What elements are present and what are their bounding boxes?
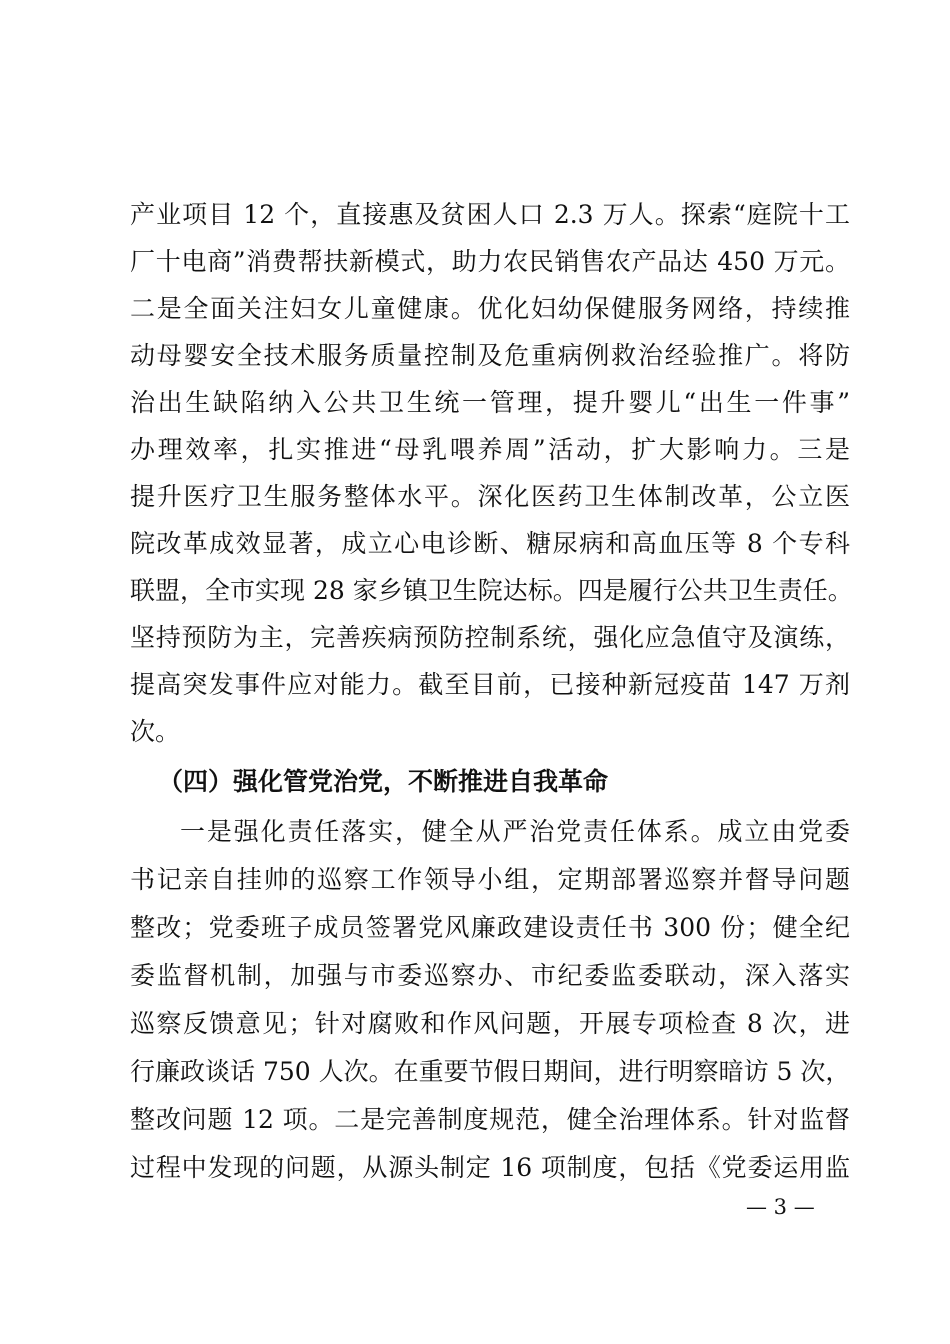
body-text-line: 书记亲自挂帅的巡察工作领导小组，定期部署巡察并督导问题: [130, 865, 850, 894]
body-text-line: 整改；党委班子成员签署党风廉政建设责任书 300 份；健全纪: [130, 913, 850, 942]
body-text-line: 坚持预防为主，完善疾病预防控制系统，强化应急值守及演练，: [130, 623, 850, 652]
body-text-line: 办理效率，扎实推进“母乳喂养周”活动，扩大影响力。三是: [130, 435, 850, 464]
body-text-line: 动母婴安全技术服务质量控制及危重病例救治经验推广。将防: [130, 341, 850, 370]
body-text-line: 次。: [130, 717, 181, 746]
page-number: — 3 —: [746, 1195, 815, 1219]
body-text-line: 院改革成效显著，成立心电诊断、糖尿病和高血压等 8 个专科: [130, 529, 850, 558]
body-text-line: 过程中发现的问题，从源头制定 16 项制度，包括《党委运用监: [130, 1153, 850, 1182]
body-text-line: 厂十电商”消费帮扶新模式，助力农民销售农产品达 450 万元。: [130, 247, 850, 276]
body-text-line: 产业项目 12 个，直接惠及贫困人口 2.3 万人。探索“庭院十工: [130, 200, 850, 229]
body-text-line: 二是全面关注妇女儿童健康。优化妇幼保健服务网络，持续推: [130, 294, 850, 323]
body-text-line: 行廉政谈话 750 人次。在重要节假日期间，进行明察暗访 5 次，: [130, 1057, 851, 1086]
body-text-line: 提升医疗卫生服务整体水平。深化医药卫生体制改革，公立医: [130, 482, 850, 511]
section-heading: （四）强化管党治党，不断推进自我革命: [158, 767, 609, 796]
body-text-line: 委监督机制，加强与市委巡察办、市纪委监委联动，深入落实: [130, 961, 850, 990]
body-text-line: 联盟，全市实现 28 家乡镇卫生院达标。四是履行公共卫生责任。: [130, 576, 853, 605]
body-text-line: 提高突发事件应对能力。截至目前，已接种新冠疫苗 147 万剂: [130, 670, 850, 699]
body-text-line: 治出生缺陷纳入公共卫生统一管理，提升婴儿“出生一件事”: [130, 388, 850, 417]
body-text-line: 一是强化责任落实，健全从严治党责任体系。成立由党委: [180, 817, 850, 846]
body-text-line: 整改问题 12 项。二是完善制度规范，健全治理体系。针对监督: [130, 1105, 850, 1134]
body-text-line: 巡察反馈意见；针对腐败和作风问题，开展专项检查 8 次，进: [130, 1009, 850, 1038]
